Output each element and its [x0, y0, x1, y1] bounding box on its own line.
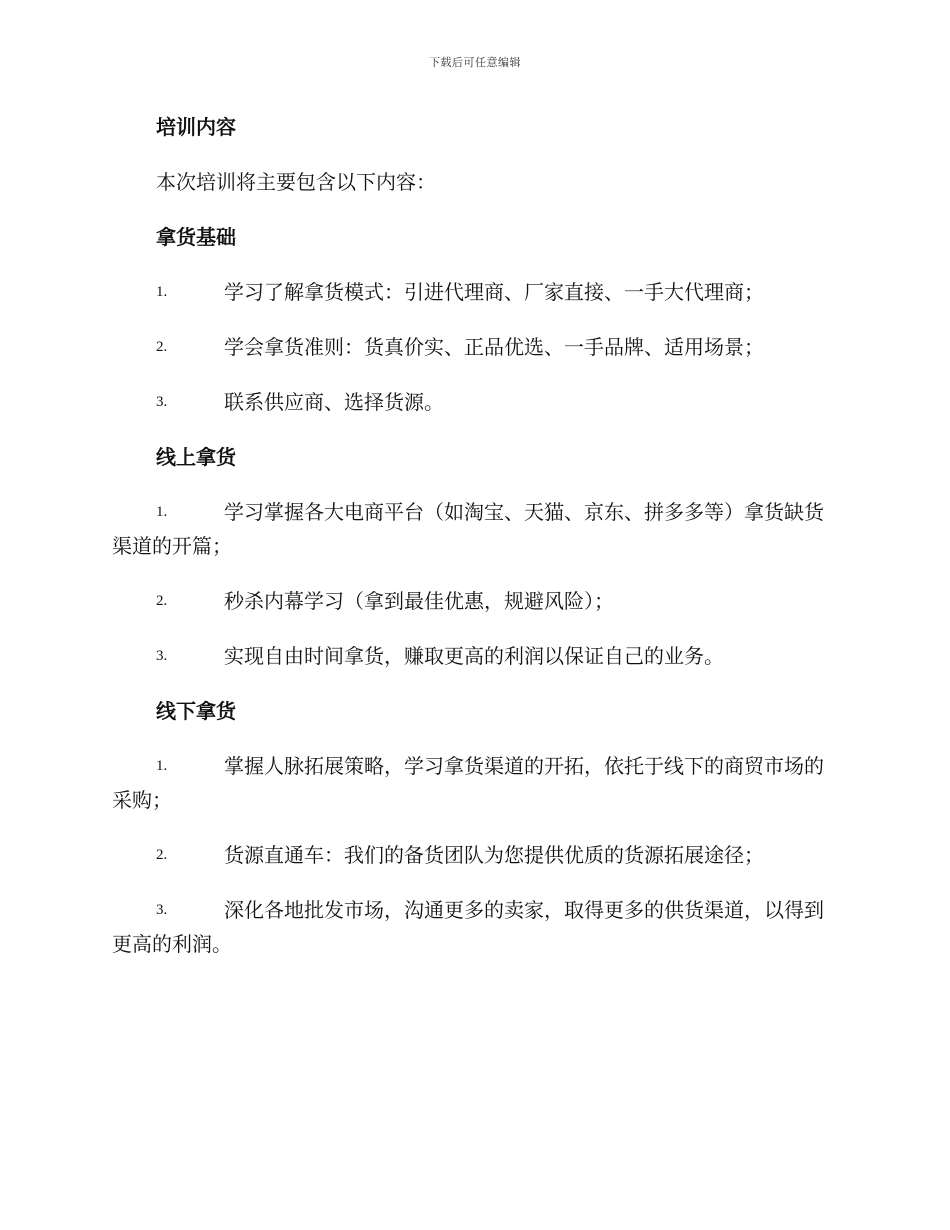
list-item: [112, 893, 837, 961]
list-text: 学会拿货准则：货真价实、正品优选、一手品牌、适用场景；: [224, 335, 764, 359]
list-number: 3.: [156, 648, 168, 664]
list-item: [112, 838, 837, 872]
document-title: 培训内容: [156, 115, 236, 139]
section-heading: 线上拿货: [156, 445, 236, 469]
list-item: [112, 330, 837, 364]
list-item: [112, 275, 837, 309]
list-text: 实现自由时间拿货，赚取更高的利润以保证自己的业务。: [224, 644, 724, 668]
list-number: 3.: [156, 394, 168, 410]
list-number: 2.: [156, 847, 168, 863]
list-number: 3.: [156, 902, 168, 918]
section-basics: [112, 220, 837, 419]
list-number: 1.: [156, 758, 168, 774]
header-note: 下载后可任意编辑: [429, 56, 521, 69]
list-number: 2.: [156, 339, 168, 355]
list-text: 联系供应商、选择货源。: [224, 390, 444, 414]
section-online: [112, 440, 837, 673]
list-number: 2.: [156, 593, 168, 609]
list-item: [112, 639, 837, 673]
list-text: 深化各地批发市场，沟通更多的卖家，取得更多的供货渠道，以得到更高的利润。: [112, 898, 824, 956]
list-text: 秒杀内幕学习（拿到最佳优惠，规避风险）；: [224, 589, 614, 613]
list-item: [112, 584, 837, 618]
list-text: 货源直通车：我们的备货团队为您提供优质的货源拓展途径；: [224, 843, 764, 867]
list-text: 学习了解拿货模式：引进代理商、厂家直接、一手大代理商；: [224, 280, 764, 304]
section-heading: 线下拿货: [156, 699, 236, 723]
list-text: 掌握人脉拓展策略，学习拿货渠道的开拓，依托于线下的商贸市场的采购；: [112, 754, 824, 812]
section-offline: [112, 694, 837, 961]
section-heading: 拿货基础: [156, 225, 236, 249]
document-body: [112, 110, 837, 982]
list-item: [112, 385, 837, 419]
list-text: 学习掌握各大电商平台（如淘宝、天猫、京东、拼多多等）拿货缺货渠道的开篇；: [112, 500, 824, 558]
intro-paragraph: 本次培训将主要包含以下内容：: [156, 170, 436, 194]
list-number: 1.: [156, 504, 168, 520]
list-item: [112, 495, 837, 563]
list-item: [112, 749, 837, 817]
list-number: 1.: [156, 284, 168, 300]
